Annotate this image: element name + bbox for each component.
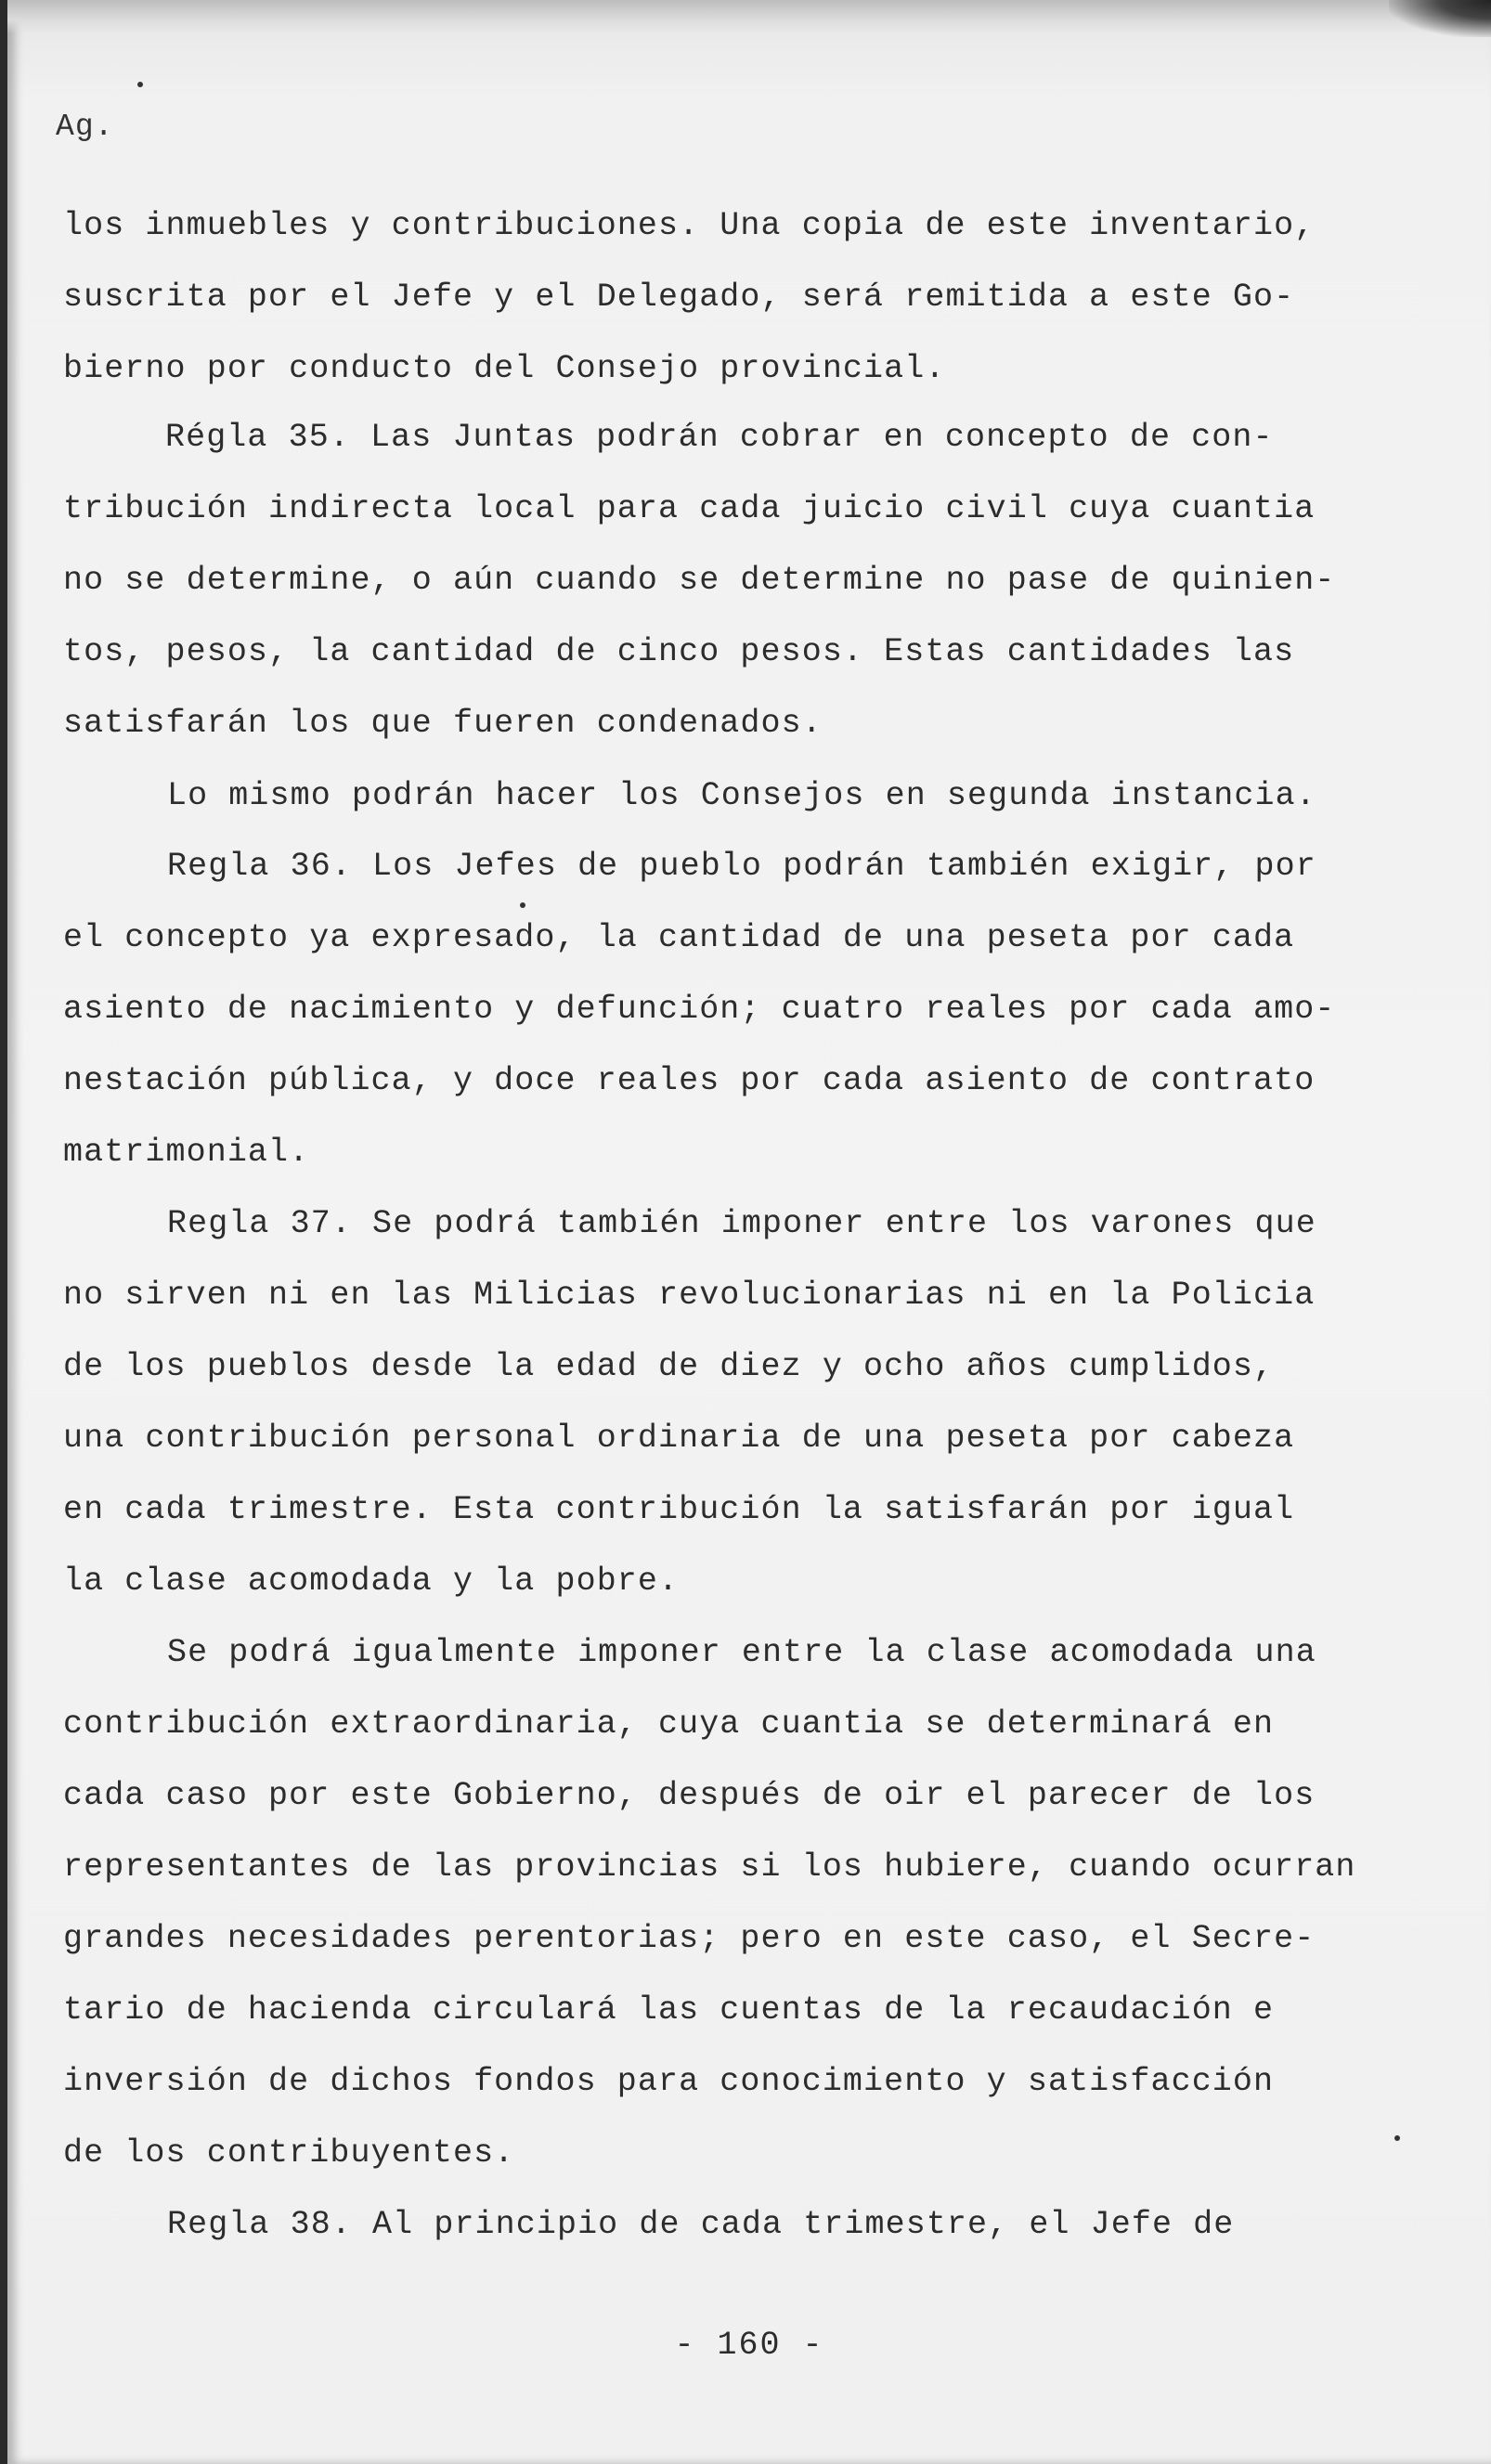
- text-line: la clase acomodada y la pobre.: [63, 1563, 680, 1600]
- scan-speck: [137, 82, 143, 87]
- text-line: satisfarán los que fueren condenados.: [63, 705, 823, 742]
- text-line: de los pueblos desde la edad de diez y ocho años cumplidos,: [63, 1348, 1275, 1385]
- text-line: Lo mismo podrán hacer los Consejos en segunda instancia.: [167, 777, 1316, 814]
- text-line: los inmuebles y contribuciones. Una copia de este inventario,: [63, 207, 1316, 244]
- document-page: [7, 0, 1491, 2464]
- text-line: Regla 37. Se podrá también imponer entre los varones que: [167, 1205, 1316, 1242]
- text-line: Se podrá igualmente imponer entre la clase acomodada una: [167, 1634, 1316, 1671]
- text-line: tribución indirecta local para cada juicio civil cuya cuantia: [63, 490, 1316, 527]
- text-line: Regla 38. Al principio de cada trimestre, el Jefe de: [167, 2206, 1235, 2243]
- text-line: tos, pesos, la cantidad de cinco pesos. Estas cantidades las: [63, 633, 1295, 670]
- scan-top-shadow: [7, 0, 1491, 33]
- text-line: no se determine, o aún cuando se determine no pase de quinien-: [63, 562, 1336, 599]
- text-line: de los contribuyentes.: [63, 2134, 515, 2172]
- scan-corner-shadow: [1389, 0, 1491, 37]
- text-line: nestación pública, y doce reales por cada asiento de contrato: [63, 1062, 1316, 1099]
- text-line: tario de hacienda circulará las cuentas de la recaudación e: [63, 1991, 1275, 2029]
- text-line: matrimonial.: [63, 1134, 310, 1171]
- page-number: - 160 -: [674, 2327, 824, 2364]
- text-line: el concepto ya expresado, la cantidad de una peseta por cada: [63, 919, 1295, 956]
- text-line: inversión de dichos fondos para conocimiento y satisfacción: [63, 2063, 1275, 2100]
- text-line: no sirven ni en las Milicias revolucionarias ni en la Policia: [63, 1277, 1316, 1314]
- text-line: cada caso por este Gobierno, después de oir el parecer de los: [63, 1777, 1316, 1814]
- scan-speck: [1394, 2135, 1400, 2141]
- text-line: grandes necesidades perentorias; pero en este caso, el Secre-: [63, 1920, 1316, 1957]
- text-line: representantes de las provincias si los hubiere, cuando ocurran: [63, 1848, 1356, 1886]
- text-line: contribución extraordinaria, cuya cuantia se determinará en: [63, 1705, 1275, 1743]
- text-line: bierno por conducto del Consejo provincial.: [63, 350, 946, 387]
- text-line: Régla 35. Las Juntas podrán cobrar en concepto de con-: [165, 419, 1274, 456]
- text-line: asiento de nacimiento y defunción; cuatro reales por cada amo-: [63, 991, 1336, 1028]
- scan-speck: [520, 902, 525, 908]
- header-initials: Ag.: [56, 110, 114, 144]
- text-line: en cada trimestre. Esta contribución la satisfarán por igual: [63, 1491, 1295, 1528]
- text-line: una contribución personal ordinaria de una peseta por cabeza: [63, 1420, 1295, 1457]
- text-line: suscrita por el Jefe y el Delegado, será remitida a este Go-: [63, 279, 1295, 316]
- text-line: Regla 36. Los Jefes de pueblo podrán también exigir, por: [167, 848, 1316, 885]
